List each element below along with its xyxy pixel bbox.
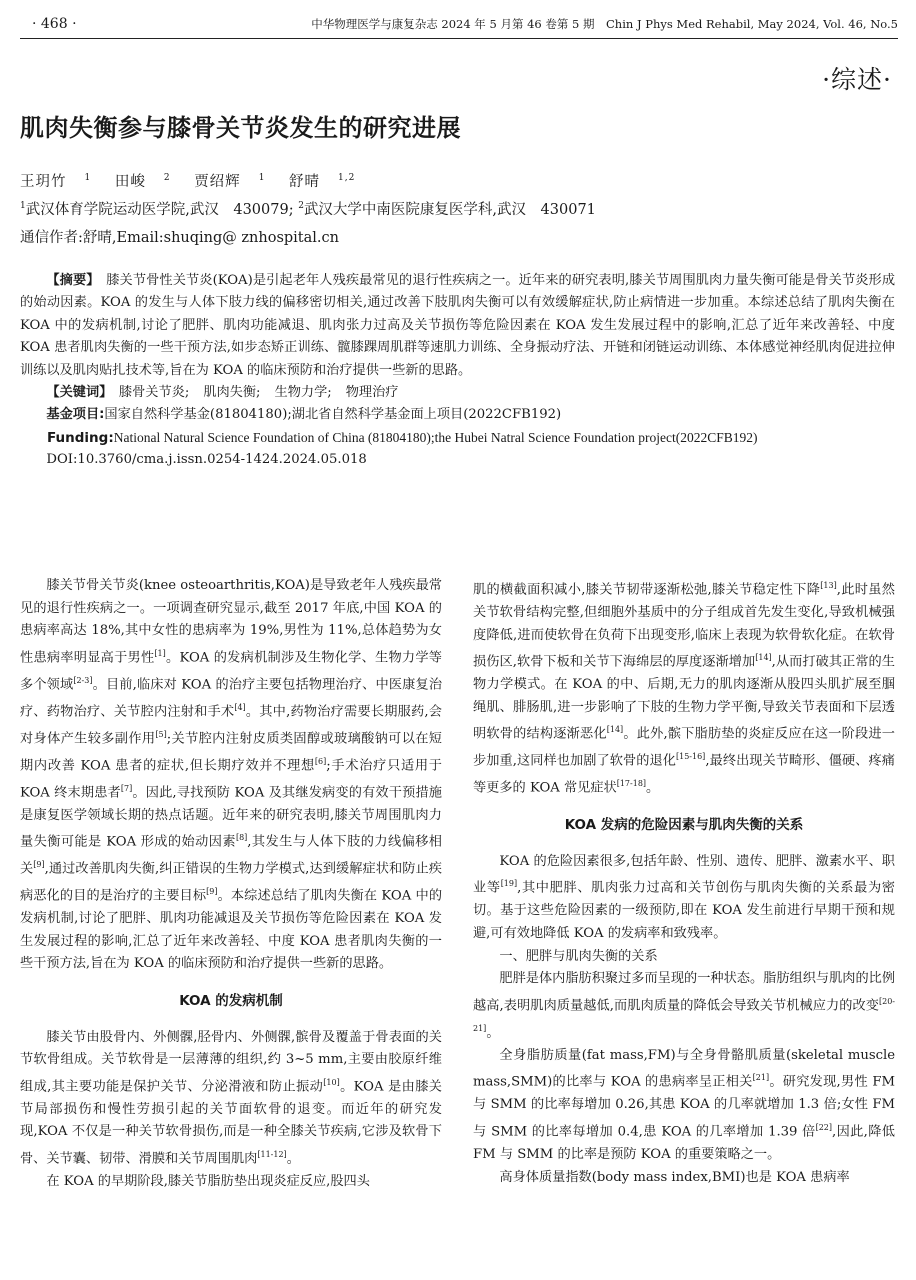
citation-ref[interactable]: [2-3] (73, 675, 93, 685)
running-header (20, 10, 898, 39)
author: 田峻 $^2$ (114, 173, 171, 190)
citation-ref[interactable]: [9] (33, 860, 45, 870)
subsection-heading: 一、肥胖与肌肉失衡的关系 (499, 948, 658, 964)
citation-ref[interactable]: [5] (155, 729, 167, 739)
doi: DOI:10.3760/cma.j.issn.0254-1424.2024.05.018 (46, 452, 367, 468)
article-title: 肌肉失衡参与膝骨关节炎发生的研究进展 (20, 114, 461, 142)
citation-ref[interactable]: [6] (314, 756, 327, 766)
funding-cn: 基金项目:国家自然科学基金(81804180);湖北省自然科学基金面上项目(2022CFB192) (46, 407, 562, 423)
affiliations: $^1$武汉体育学院运动医学院,武汉 430079; $^2$武汉大学中南医院康复医学科,武汉 430071 (20, 201, 596, 218)
citation-ref[interactable]: [10] (323, 1077, 340, 1087)
citation-ref[interactable]: [20-21] (473, 996, 895, 1033)
body-paragraph: 膝关节由股骨内、外侧髁,胫骨内、外侧髁,髌骨及覆盖于骨表面的关节软骨组成。关节软骨是一层薄薄的组织,约 3~5 mm,主要由胶原纤维组成,其主要功能是保护关节、分泌滑液和防止振动[10]。KOA 是由膝关节局部损伤和慢性劳损引起的关节面软骨的退变。而近年的研究发现,KOA 不仅是一种关节软骨损伤,而是一种全膝关节疾病,它涉及软骨下骨、关节囊、韧带、滑膜和关节周围肌肉[11-12]。 (20, 1029, 442, 1167)
citation-ref[interactable]: [13] (820, 581, 837, 590)
body-paragraph: 全身脂肪质量(fat mass,FM)与全身骨骼肌质量(skeletal muscle mass,SMM)的比率与 KOA 的患病率呈正相关[21]。研究发现,男性 FM 与 SMM 的比率每增加 0.26,其患 KOA 的几率就增加 1.3 倍;女性 FM 与 SMM 的比率每增加 0.4,患 KOA 的几率增加 1.39 倍[22],因此,降低 FM 与 SMM 的比率是预防 KOA 的重要策略之一。 (473, 1047, 895, 1162)
body-column-right (473, 575, 895, 1189)
citation-ref[interactable]: [15-16] (676, 752, 706, 762)
citation-ref[interactable]: [19] (500, 879, 518, 889)
body-paragraph: 肌的横截面积减小,膝关节韧带逐渐松弛,膝关节稳定性下降[13],此时虽然关节软骨结构完整,但细胞外基质中的分子组成首先发生变化,导致机械强度降低,进而使软骨在负荷下出现变形,临床上表现为软骨软化症。在软骨损伤区,软骨下板和关节下海绵层的厚度逐渐增加[14],从而打破其正常的生物力学模式。在 KOA 的中、后期,无力的肌肉逐渐从股四头肌扩展至腘绳肌、腓肠肌,进一步影响了下肢的生物力学平衡,导致关节表面和下层透明软骨的结构逐渐恶化[14]。此外,髌下脂肪垫的炎症反应在这一阶段进一步加重,这同样也加剧了软骨的退化[15-16],最终出现关节畸形、僵硬、疼痛等更多的 KOA 常见症状[17-18]。 (473, 581, 895, 796)
journal-citation: 中华物理医学与康复杂志 2024 年 5 月第 46 卷第 5 期 Chin J Phys Med Rehabil, May 2024, Vol. 46, No.5 (311, 17, 898, 31)
citation-ref[interactable]: [17-18] (616, 779, 647, 789)
page-number: · 468 · (32, 16, 77, 32)
body-paragraph: KOA 的危险因素很多,包括年龄、性别、遗传、肥胖、激素水平、职业等[19],其中肥胖、肌肉张力过高和关节创伤与肌肉失衡的关系最为密切。基于这些危险因素的一级预防,即在 KOA 发生前进行早期干预和规避,可有效地降低 KOA 的发病率和致残率。 (473, 853, 895, 942)
keywords-label: 【关键词】 (46, 385, 106, 401)
funding-en: Funding:National Natural Science Foundation of China (81804180);the Hubei Natral Science Foundation project(2022CFB192) (47, 429, 758, 446)
author: 王玥竹 $^1$ (20, 173, 92, 190)
body-paragraph: 在 KOA 的早期阶段,膝关节脂肪垫出现炎症反应,股四头 (46, 1173, 370, 1189)
citation-ref[interactable]: [21] (752, 1073, 770, 1083)
section-heading: KOA 发病的危险因素与肌肉失衡的关系 (564, 817, 804, 834)
author: 舒晴 $^{1,2}$ (289, 173, 356, 190)
citation-ref[interactable]: [14] (755, 653, 772, 663)
section-heading: KOA 的发病机制 (179, 993, 283, 1010)
citation-ref[interactable]: [8] (235, 833, 248, 843)
citation-ref[interactable]: [1] (154, 648, 166, 658)
section-tag: ·综述· (822, 65, 892, 94)
author: 贾绍辉 $^1$ (194, 173, 266, 190)
citation-ref[interactable]: [14] (606, 725, 624, 735)
abstract-label: 【摘要】 (46, 273, 93, 288)
body-paragraph: 肥胖是体内脂肪积聚过多而呈现的一种状态。脂肪组织与肌肉的比例越高,表明肌肉质量越低,而肌肉质量的降低会导致关节机械应力的改变[20-21]。 (473, 971, 896, 1041)
body-paragraph: 膝关节骨关节炎(knee osteoarthritis,KOA)是导致老年人残疾最常见的退行性疾病之一。一项调查研究显示,截至 2017 年底,中国 KOA 的患病率高达 18%,其中女性的患病率为 19%,男性为 11%,总体趋势为女性患病率明显高于男性[1]。KOA 的发病机制涉及生物化学、生物力学等多个领域[2-3]。目前,临床对 KOA 的治疗主要包括物理治疗、中医康复治疗、药物治疗、关节腔内注射和手术[4]。其中,药物治疗需要长期服药,会对身体产生较多副作用[5];关节腔内注射皮质类固醇或玻璃酸钠可以在短期内改善 KOA 患者的症状,但长期疗效并不理想[6];手术治疗只适用于 KOA 终末期患者[7]。因此,寻找预防 KOA 及其继发病变的有效干预措施是康复医学领域长期的热点话题。近年来的研究表明,膝关节周围肌肉力量失衡可能是 KOA 形成的始动因素[8],其发生与人体下肢的力线偏移相关[9],通过改善肌肉失衡,纠正错误的生物力学模式,达到缓解症状和防止疾病恶化的目的是治疗的主要目标[9]。本综述总结了肌肉失衡在 KOA 中的发病机制,讨论了肥胖、肌肉功能减退及关节损伤等危险因素在 KOA 发生发展过程的影响,汇总了近年来改善轻、中度 KOA 患者肌肉失衡的一些干预方法,旨在为 KOA 的临床预防和治疗提供一些新的思路。 (20, 578, 443, 972)
body-paragraph: 高身体质量指数(body mass index,BMI)也是 KOA 患病率 (499, 1169, 850, 1185)
abstract-block (20, 270, 895, 472)
citation-ref[interactable]: [4] (234, 702, 246, 712)
citation-ref[interactable]: [9] (206, 887, 218, 897)
corresponding-author: 通信作者:舒晴,Email:shuqing@ znhospital.cn (20, 230, 339, 246)
author-list (20, 170, 373, 191)
body-column-left (20, 575, 442, 1194)
citation-ref[interactable]: [7] (120, 783, 133, 793)
citation-ref[interactable]: [11-12] (257, 1149, 287, 1159)
keywords: 【关键词】 膝骨关节炎; 肌肉失衡; 生物力学; 物理治疗 (46, 385, 399, 401)
citation-ref[interactable]: [22] (815, 1122, 832, 1132)
abstract: 【摘要】 膝关节骨性关节炎(KOA)是引起老年人残疾最常见的退行性疾病之一。近年来的研究表明,膝关节周围肌肉力量失衡可能是骨关节炎形成的始动因素。KOA 的发生与人体下肢力线的偏移密切相关,通过改善下肢肌肉失衡可以有效缓解症状,防止病情进一步加重。本综述总结了肌肉失衡在 KOA 中的发病机制,讨论了肥胖、肌肉功能减退、肌肉张力过高及关节损伤等危险因素在 KOA 发生发展过程中的影响,汇总了近年来改善轻、中度 KOA 患者肌肉失衡的一些干预方法,如步态矫正训练、髋膝踝周肌群等速肌力训练、全身振动疗法、开链和闭链运动训练、本体感觉神经肌肉促进拉伸训练以及肌肉贴扎技术等,旨在为 KOA 的临床预防和治疗提供一些新的思路。 (20, 273, 896, 378)
